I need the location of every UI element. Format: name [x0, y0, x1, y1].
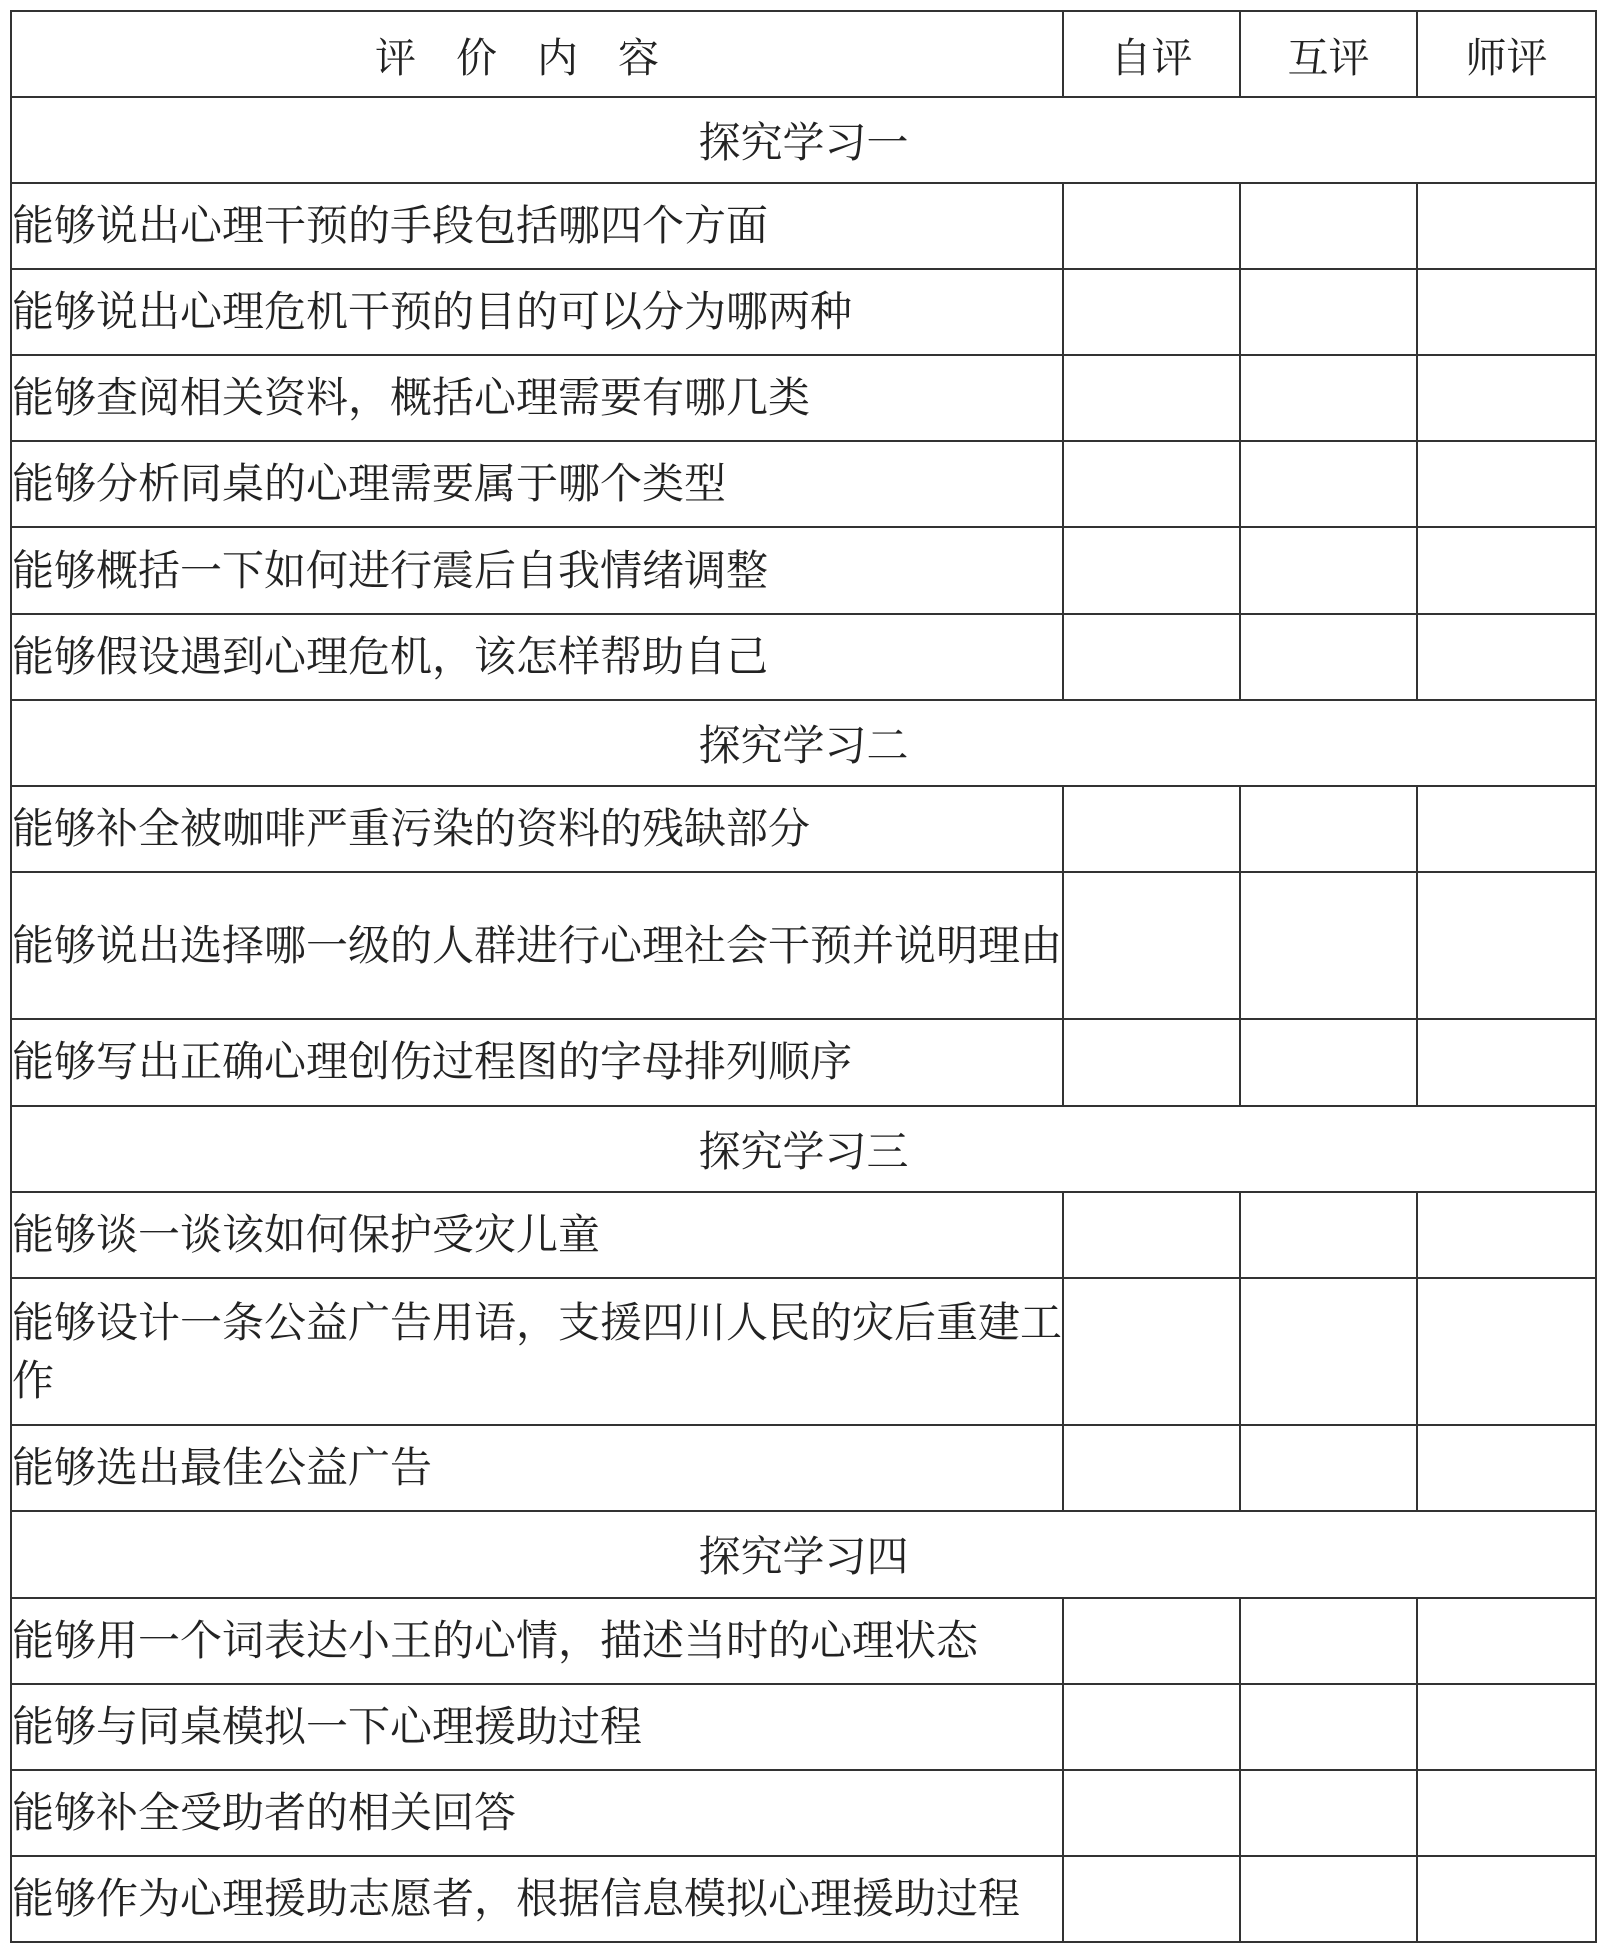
self-eval-cell[interactable] [1063, 614, 1240, 700]
section-row [11, 97, 1596, 183]
self-eval-cell[interactable] [1063, 269, 1240, 355]
peer-eval-cell[interactable] [1240, 786, 1417, 872]
teacher-eval-cell[interactable] [1417, 527, 1596, 613]
criterion-text: 能够补全被咖啡严重污染的资料的残缺部分 [11, 786, 1063, 872]
table-row [11, 1019, 1596, 1105]
table-row [11, 269, 1596, 355]
teacher-eval-cell[interactable] [1417, 355, 1596, 441]
criterion-text: 能够谈一谈该如何保护受灾儿童 [11, 1192, 1063, 1278]
table-row [11, 1278, 1596, 1426]
section-row [11, 1511, 1596, 1597]
self-eval-cell[interactable] [1063, 1425, 1240, 1511]
section-title: 探究学习一 [11, 97, 1596, 183]
peer-eval-cell[interactable] [1240, 1278, 1417, 1426]
self-eval-cell[interactable] [1063, 786, 1240, 872]
table-row [11, 1856, 1596, 1942]
table-row [11, 527, 1596, 613]
header-row [11, 11, 1596, 97]
criterion-text: 能够假设遇到心理危机，该怎样帮助自己 [11, 614, 1063, 700]
table-row [11, 183, 1596, 269]
teacher-eval-cell[interactable] [1417, 1019, 1596, 1105]
criterion-text: 能够说出心理危机干预的目的可以分为哪两种 [11, 269, 1063, 355]
table-row [11, 614, 1596, 700]
table-row [11, 1770, 1596, 1856]
self-eval-cell[interactable] [1063, 441, 1240, 527]
peer-eval-cell[interactable] [1240, 1770, 1417, 1856]
teacher-eval-cell[interactable] [1417, 441, 1596, 527]
table-row [11, 1425, 1596, 1511]
criterion-text: 能够用一个词表达小王的心情，描述当时的心理状态 [11, 1598, 1063, 1684]
evaluation-table [10, 10, 1597, 1943]
self-eval-cell[interactable] [1063, 1684, 1240, 1770]
criterion-text: 能够写出正确心理创伤过程图的字母排列顺序 [11, 1019, 1063, 1105]
peer-eval-cell[interactable] [1240, 441, 1417, 527]
peer-eval-cell[interactable] [1240, 1598, 1417, 1684]
teacher-eval-cell[interactable] [1417, 786, 1596, 872]
section-title: 探究学习三 [11, 1106, 1596, 1192]
table-row [11, 1192, 1596, 1278]
self-eval-cell[interactable] [1063, 1770, 1240, 1856]
peer-eval-cell[interactable] [1240, 614, 1417, 700]
self-eval-cell[interactable] [1063, 872, 1240, 1020]
teacher-eval-cell[interactable] [1417, 1192, 1596, 1278]
header-content: 评价内容 [11, 11, 1063, 97]
teacher-eval-cell[interactable] [1417, 1278, 1596, 1426]
teacher-eval-cell[interactable] [1417, 614, 1596, 700]
table-row [11, 786, 1596, 872]
criterion-text: 能够说出心理干预的手段包括哪四个方面 [11, 183, 1063, 269]
peer-eval-cell[interactable] [1240, 527, 1417, 613]
teacher-eval-cell[interactable] [1417, 269, 1596, 355]
table-row [11, 355, 1596, 441]
criterion-text: 能够说出选择哪一级的人群进行心理社会干预并说明理由 [11, 872, 1063, 1020]
peer-eval-cell[interactable] [1240, 1192, 1417, 1278]
self-eval-cell[interactable] [1063, 355, 1240, 441]
peer-eval-cell[interactable] [1240, 872, 1417, 1020]
section-title: 探究学习二 [11, 700, 1596, 786]
section-row [11, 1106, 1596, 1192]
criterion-text: 能够选出最佳公益广告 [11, 1425, 1063, 1511]
criterion-text: 能够查阅相关资料，概括心理需要有哪几类 [11, 355, 1063, 441]
self-eval-cell[interactable] [1063, 1598, 1240, 1684]
self-eval-cell[interactable] [1063, 527, 1240, 613]
header-peer-eval: 互评 [1240, 11, 1417, 97]
self-eval-cell[interactable] [1063, 1192, 1240, 1278]
peer-eval-cell[interactable] [1240, 183, 1417, 269]
self-eval-cell[interactable] [1063, 1856, 1240, 1942]
self-eval-cell[interactable] [1063, 183, 1240, 269]
table-row [11, 1598, 1596, 1684]
header-self-eval: 自评 [1063, 11, 1240, 97]
criterion-text: 能够与同桌模拟一下心理援助过程 [11, 1684, 1063, 1770]
criterion-text: 能够设计一条公益广告用语，支援四川人民的灾后重建工作 [11, 1278, 1063, 1426]
teacher-eval-cell[interactable] [1417, 1598, 1596, 1684]
teacher-eval-cell[interactable] [1417, 1770, 1596, 1856]
peer-eval-cell[interactable] [1240, 269, 1417, 355]
section-row [11, 700, 1596, 786]
table-row [11, 441, 1596, 527]
table-row [11, 872, 1596, 1020]
criterion-text: 能够补全受助者的相关回答 [11, 1770, 1063, 1856]
peer-eval-cell[interactable] [1240, 1425, 1417, 1511]
teacher-eval-cell[interactable] [1417, 872, 1596, 1020]
peer-eval-cell[interactable] [1240, 1684, 1417, 1770]
criterion-text: 能够作为心理援助志愿者，根据信息模拟心理援助过程 [11, 1856, 1063, 1942]
criterion-text: 能够分析同桌的心理需要属于哪个类型 [11, 441, 1063, 527]
peer-eval-cell[interactable] [1240, 355, 1417, 441]
peer-eval-cell[interactable] [1240, 1019, 1417, 1105]
peer-eval-cell[interactable] [1240, 1856, 1417, 1942]
teacher-eval-cell[interactable] [1417, 1856, 1596, 1942]
self-eval-cell[interactable] [1063, 1278, 1240, 1426]
table-row [11, 1684, 1596, 1770]
teacher-eval-cell[interactable] [1417, 1684, 1596, 1770]
section-title: 探究学习四 [11, 1511, 1596, 1597]
teacher-eval-cell[interactable] [1417, 1425, 1596, 1511]
criterion-text: 能够概括一下如何进行震后自我情绪调整 [11, 527, 1063, 613]
teacher-eval-cell[interactable] [1417, 183, 1596, 269]
self-eval-cell[interactable] [1063, 1019, 1240, 1105]
header-teacher-eval: 师评 [1417, 11, 1596, 97]
